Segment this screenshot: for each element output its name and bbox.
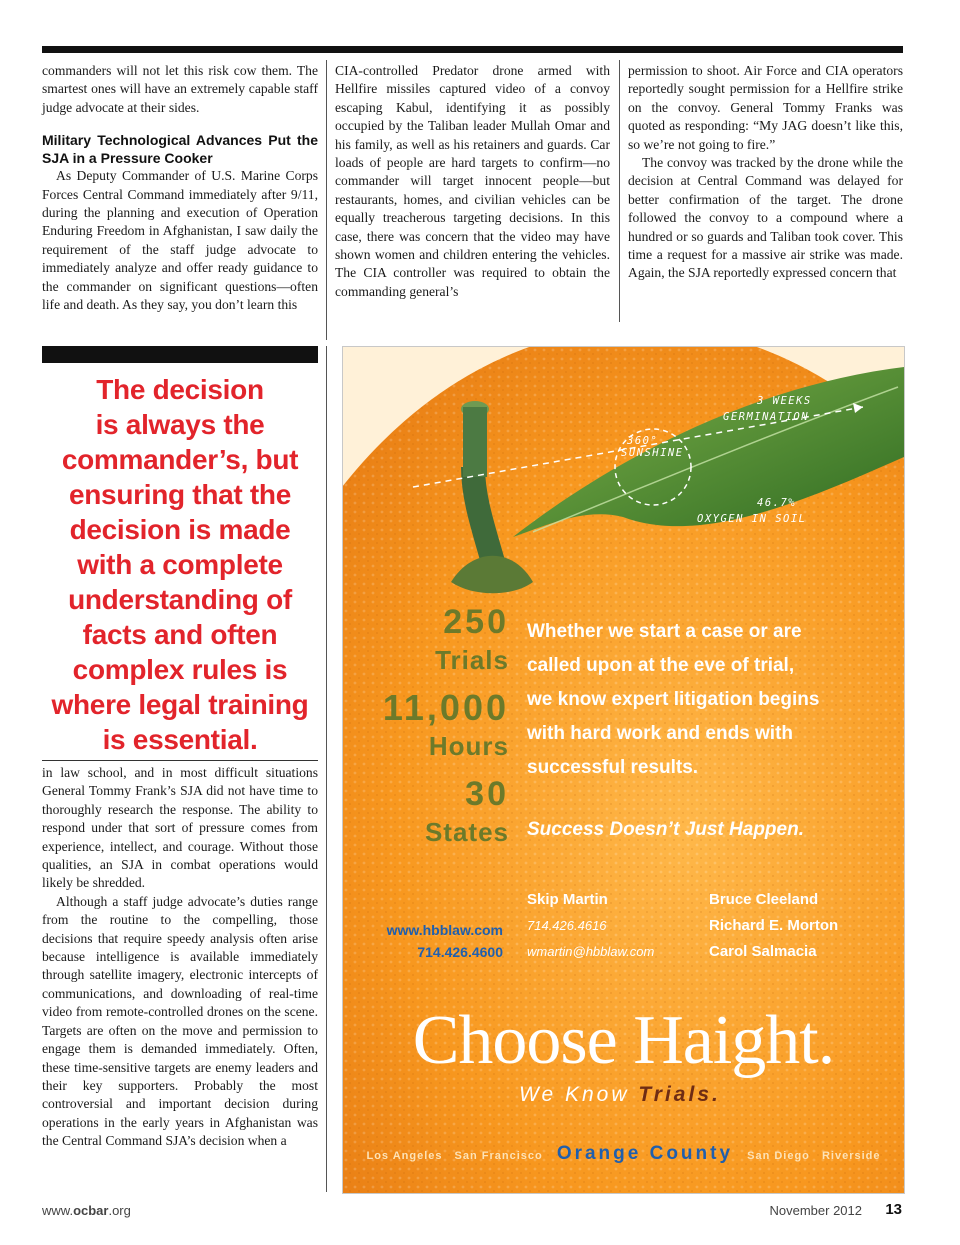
stat-states-label: States xyxy=(424,817,509,847)
ad-office-cities xyxy=(343,1143,904,1165)
footer-site-suffix: .org xyxy=(108,1203,131,1218)
ad-tagline: Success Doesn’t Just Happen. xyxy=(527,819,804,840)
ad-website-block xyxy=(361,919,503,963)
article-paragraph: permission to shoot. Air Force and CIA operators reportedly sought permission for a Hellfire strike on the convoy. General Tommy Franks was quoted as responding: “My JAG doesn’t like this, so we’re not going to fire.” xyxy=(628,63,903,152)
annotation-germination: GERMINATION xyxy=(723,411,810,423)
footer-site-prefix: www. xyxy=(42,1203,74,1218)
pull-quote-line: The decision xyxy=(96,374,264,405)
city-label: Riverside xyxy=(821,1150,881,1162)
pull-quote-line: facts and often xyxy=(82,619,278,650)
article-column-2 xyxy=(335,62,610,301)
ad-subline xyxy=(519,1083,721,1107)
article-paragraph: commanders will not let this risk cow them. The smartest ones will have an extremely capable staff judge advocate at their sides. xyxy=(42,63,318,115)
annotation-degrees: 360° xyxy=(627,435,659,447)
annotation-weeks: 3 WEEKS xyxy=(757,395,812,407)
pull-quote-line: where legal training xyxy=(51,689,309,720)
footer-date: November 2012 xyxy=(769,1203,862,1218)
ad-headline: Choose Haight. xyxy=(412,1002,835,1079)
pull-quote-line: decision is made xyxy=(69,514,291,545)
ad-copy-line: with hard work and ends with xyxy=(527,723,794,744)
pullquote-bottom-rule xyxy=(42,760,318,761)
stat-hours-label: Hours xyxy=(428,731,509,761)
stat-trials-label: Trials xyxy=(435,645,509,675)
article-column-1 xyxy=(42,62,318,314)
pull-quote-line: is always the xyxy=(95,409,265,440)
ad-copy-line: Whether we start a case or are xyxy=(527,621,802,642)
ad-body-copy xyxy=(527,615,887,785)
pull-quote-line: commander’s, but xyxy=(61,444,299,475)
page-number: 13 xyxy=(885,1201,902,1218)
ad-copy-line: successful results. xyxy=(527,757,699,778)
city-label: San Diego xyxy=(747,1150,810,1162)
article-column-3 xyxy=(628,62,903,283)
ad-main-phone: 714.426.4600 xyxy=(417,944,503,960)
column-separator xyxy=(326,346,327,1192)
contact-email[interactable]: wmartin@hbblaw.com xyxy=(527,944,655,959)
annotation-percent: 46.7% xyxy=(757,497,797,509)
partner-name: Richard E. Morton xyxy=(709,917,839,934)
ad-copy-line: called upon at the eve of trial, xyxy=(527,655,795,676)
partner-name: Carol Salmacia xyxy=(709,943,817,960)
top-rule xyxy=(42,46,903,53)
stat-trials-number: 250 xyxy=(443,603,509,641)
pullquote-top-bar xyxy=(42,346,318,363)
article-paragraph: in law school, and in most difficult situations General Tommy Frank’s SJA did not have time to thoroughly research the response. The ability to respond under that sort of pressure comes from experience, intellect, and courage. Without those qualities, an SJA in combat operations would likely be shredded. xyxy=(42,765,318,891)
article-subhead: Military Technological Advances Put the SJA in a Pressure Cooker xyxy=(42,132,318,167)
annotation-sunshine: SUNSHINE xyxy=(621,447,684,459)
pull-quote-line: understanding of xyxy=(68,584,292,615)
pull-quote-line: with a complete xyxy=(77,549,283,580)
annotation-oxygen: OXYGEN IN SOIL xyxy=(697,513,807,525)
column-separator xyxy=(619,60,620,322)
contact-name: Skip Martin xyxy=(527,891,608,908)
stat-hours-number: 11,000 xyxy=(382,687,509,728)
ad-copy-line: we know expert litigation begins xyxy=(527,689,820,710)
partner-name: Bruce Cleeland xyxy=(709,891,819,908)
footer-website[interactable] xyxy=(42,1203,131,1218)
contact-phone: 714.426.4616 xyxy=(527,918,607,933)
city-label: Los Angeles xyxy=(366,1150,443,1162)
ad-partners xyxy=(709,887,838,965)
city-featured: Orange County xyxy=(556,1143,734,1164)
stat-states-number: 30 xyxy=(465,775,509,813)
haight-advertisement xyxy=(342,346,905,1194)
pull-quote xyxy=(42,372,318,757)
ad-subline-a: We Know xyxy=(519,1083,630,1106)
ad-contact xyxy=(527,887,654,965)
article-paragraph: The convoy was tracked by the drone while the decision at Central Command was delayed for better confirmation of the target. The drone followed the convoy to a compound where a hundred or so guards and Taliban took cover. This time a request for a massive air strike was made. Again, the SJA reportedly expressed concern that xyxy=(628,155,903,281)
footer-site-name: ocbar xyxy=(73,1203,109,1218)
ad-website-link[interactable]: www.hbblaw.com xyxy=(386,922,503,938)
ad-subline-b: Trials. xyxy=(638,1083,721,1106)
article-paragraph: CIA-controlled Predator drone armed with Hellfire missiles captured video of a convoy escaping Kabul, identifying it as possibly occupied by the Taliban leader Mullah Omar and his family, as well as his retainers and guards. Car loads of people are hard targets to confirm—no commander will target innocent people—but restaurants, homes, and civilian vehicles can be equally treacherous targeting decisions. In this case, there was concern that the video may have shown women and children entering the vehicles. The CIA controller was required to obtain the commanding general’s xyxy=(335,63,610,299)
city-label: San Francisco xyxy=(454,1150,543,1162)
article-paragraph: Although a staff judge advocate’s duties range from the routine to the compelling, those decisions that require speedy analysis often arise because intelligence is available immediately through satellite imagery, electronic intercepts of communications, and downloading of real-time video from remote-controlled drones on the scene. Targets are often on the move and permission to engage them is demanded immediately. Often, these time-sensitive targets are enemy leaders and their key supporters. Probably the most controversial and important decision during operations in the early years in Afghanistan was the Central Command SJA’s decision when a xyxy=(42,893,318,1149)
pull-quote-line: is essential. xyxy=(102,724,258,755)
pull-quote-line: ensuring that the xyxy=(68,479,292,510)
column-separator xyxy=(326,60,327,340)
article-column-1-continued xyxy=(42,764,318,1151)
article-paragraph: As Deputy Commander of U.S. Marine Corps Forces Central Command immediately after 9/11, during the planning and execution of Operation Enduring Freedom in Afghanistan, I saw daily the requirement of the staff judge advocate to immediately analyze and offer ready guidance to the commander on significant questions—often life and death. As they say, you don’t learn this xyxy=(42,168,318,313)
pull-quote-line: complex rules is xyxy=(72,654,288,685)
